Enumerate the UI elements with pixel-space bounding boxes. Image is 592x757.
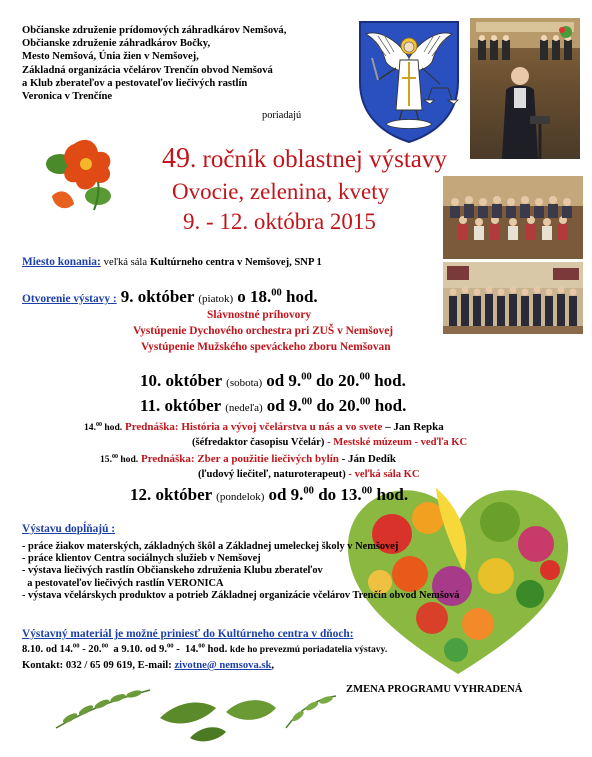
supplements-list bbox=[22, 541, 459, 602]
organizer-line: Občianske združenie prídomových záhradkárov Nemšová, bbox=[22, 25, 287, 36]
list-item: - výstava liečivých rastlín Občianskeho združenia Klubu zberateľov bbox=[22, 565, 323, 577]
opening-program-orchestra: Vystúpenie Dychového orchestra pri ZUŠ v Nemšovej bbox=[133, 325, 394, 337]
herbs-icon bbox=[50, 668, 340, 744]
edition-text: . ročník oblastnej výstavy bbox=[190, 146, 447, 173]
venue-text: veľká sála bbox=[103, 257, 148, 268]
list-item: a pestovateľov liečivých rastlín VERONICA bbox=[22, 577, 224, 589]
nasturtium-flower-icon bbox=[38, 134, 124, 216]
lecture-2-speaker: - Ján Dedík bbox=[341, 453, 397, 465]
lecture-1-speaker: Jan Repka bbox=[393, 421, 444, 433]
material-label: Výstavný materiál je možné priniesť do Kultúrneho centra v dňoch: bbox=[22, 628, 354, 640]
lecture-1-details: (šéfredaktor časopisu Včelár) - Mestské múzeum - veďľa KC bbox=[192, 437, 468, 448]
photo-speaker bbox=[470, 18, 580, 159]
exhibition-title-line2: Ovocie, zelenina, kvety bbox=[172, 179, 390, 204]
organizer-line: a Klub zberateľov a pestovateľov liečivých rastlín bbox=[22, 77, 248, 89]
day-row-sunday: 11. október (nedeľa) od 9.00 do 20.00 hod. bbox=[140, 396, 407, 415]
opening-line bbox=[22, 287, 318, 307]
list-item: - výstava včelárskych produktov a potrieb Základnej organizácie včelárov Trenčín obvod Nemšová bbox=[22, 589, 460, 601]
venue-place: Kultúrneho centra v Nemšovej, SNP 1 bbox=[149, 257, 322, 268]
lecture-2-line: 15.00 hod. Prednáška: Zber a použitie liečivých bylín - Ján Dedík bbox=[100, 453, 397, 465]
opening-program-speeches: Slávnostné príhovory bbox=[207, 309, 312, 321]
material-dates: 8.10. od 14.00 - 20.00 a 9.10. od 9.00 - 14.00 hod. kde ho prevezmú poriadatelia výstavy. bbox=[22, 642, 388, 655]
choir-photo-image bbox=[443, 262, 583, 334]
lecture-2-details: (ľudový liečiteľ, naturoterapeut) - veľká sála KC bbox=[198, 469, 420, 480]
contact-line: Kontakt: 032 / 65 09 619, E-mail: zivotne@ nemsova.sk, bbox=[22, 660, 275, 671]
opening-label: Otvorenie výstavy : bbox=[22, 293, 117, 305]
group-photo-image bbox=[443, 176, 583, 259]
organizer-line: Základná organizácia včelárov Trenčín obvod Nemšová bbox=[22, 64, 273, 76]
day-row-monday: 12. október (pondelok) od 9.00 do 13.00 hod. bbox=[130, 485, 409, 504]
opening-time: o 18.00 hod. bbox=[237, 287, 318, 306]
opening-day: (piatok) bbox=[198, 293, 234, 305]
lecture-1-label: Prednáška: bbox=[124, 421, 179, 433]
venue-label: Miesto konania: bbox=[22, 256, 101, 268]
opening-date: 9. október bbox=[120, 287, 195, 306]
photo-group-2 bbox=[443, 262, 583, 334]
list-item: - práce klientov Centra sociálnych služieb v Nemšovej bbox=[22, 553, 261, 565]
program-change-notice: ZMENA PROGRAMU VYHRADENÁ bbox=[346, 684, 523, 695]
photo-group-1 bbox=[443, 176, 583, 259]
exhibition-title-line1 bbox=[162, 143, 447, 175]
exhibition-dates: 9. - 12. októbra 2015 bbox=[183, 209, 376, 234]
organizer-line: Mesto Nemšová, Únia žien v Nemšovej, bbox=[22, 51, 199, 63]
venue-line bbox=[22, 256, 322, 268]
lecture-2-title: Zber a použitie liečivých bylín bbox=[197, 453, 339, 465]
opening-program-choir: Vystúpenie Mužského speváckeho zboru Nemšovan bbox=[141, 341, 391, 353]
supplements-label: Výstavu dopĺňajú : bbox=[22, 523, 116, 535]
organizers-block bbox=[22, 24, 286, 103]
list-item: - práce žiakov materských, základných škôl a Základnej umeleckej školy v Nemšovej bbox=[22, 541, 399, 552]
edition-number: 49 bbox=[162, 143, 190, 174]
day-row-saturday: 10. október (sobota) od 9.00 do 20.00 hod. bbox=[140, 371, 406, 390]
organizer-line: Veronica v Trenčíne bbox=[22, 91, 113, 103]
lecture-1-title: História a vývoj včelárstva u nás a vo svete bbox=[181, 421, 383, 433]
lecture-1-line: 14.00 hod. Prednáška: História a vývoj včelárstva u nás a vo svete – Jan Repka bbox=[84, 421, 444, 433]
nemsova-coat-of-arms-icon bbox=[356, 18, 462, 144]
lecture-2-label: Prednáška: bbox=[140, 453, 195, 465]
contact-email-link[interactable]: zivotne@ nemsova.sk bbox=[174, 660, 272, 671]
speaker-photo-image bbox=[470, 18, 580, 159]
organizers-verb: poriadajú bbox=[262, 110, 302, 121]
organizer-line: Občianske združenie záhradkárov Bočky, bbox=[22, 38, 211, 50]
